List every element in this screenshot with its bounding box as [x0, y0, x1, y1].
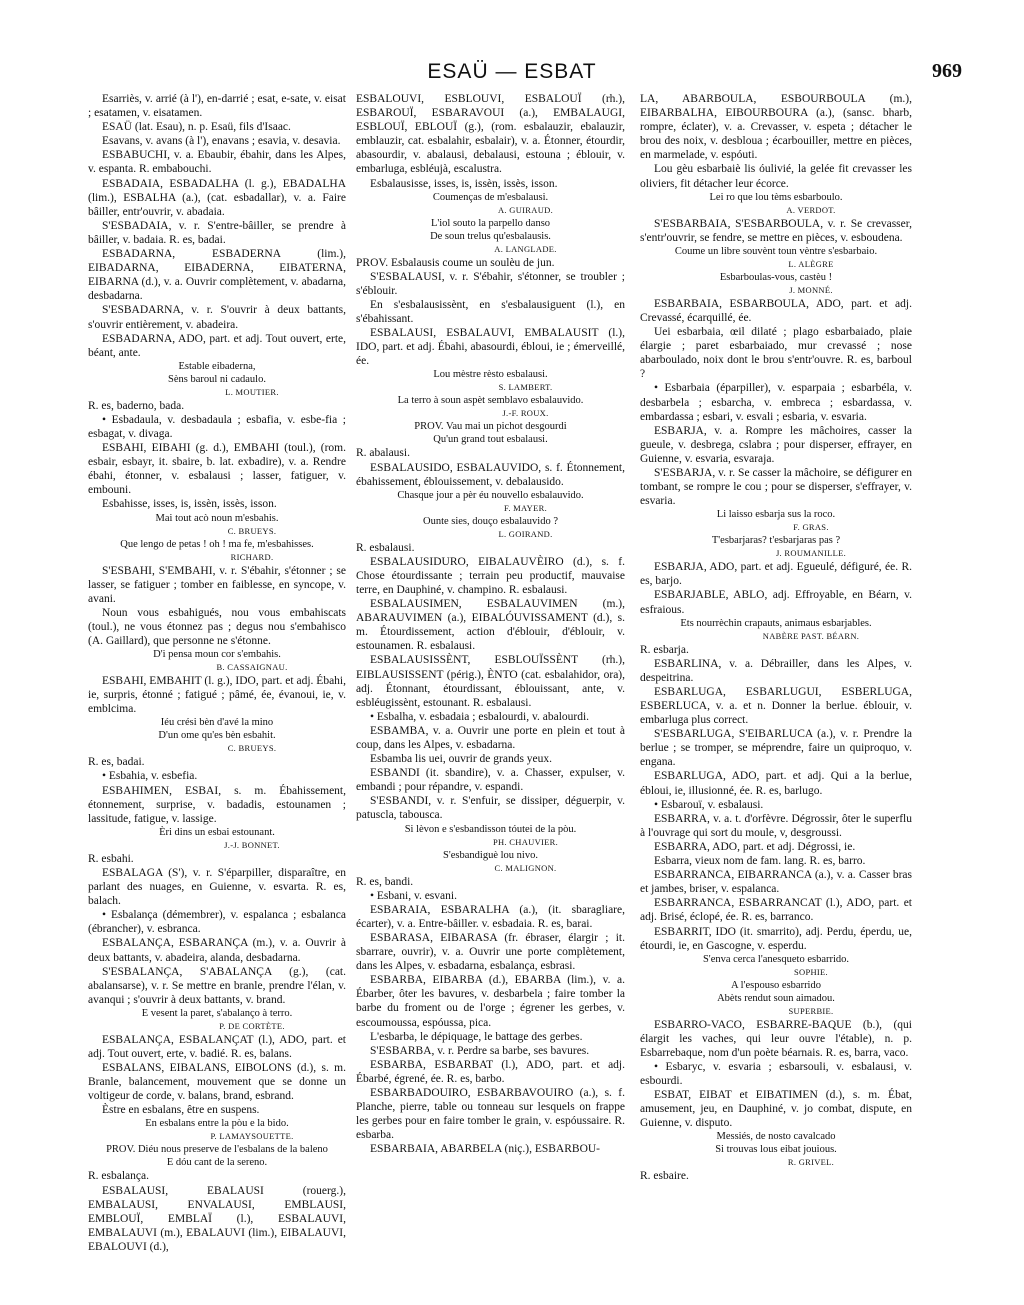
dictionary-entry: S'ESBAHI, S'EMBAHI, v. r. S'ébahir, s'étonner ; se lasser, se fatiguer ; tomber en faiblesse, en syncope, v. avani.	[88, 564, 346, 605]
dictionary-entry: ESBARLINA, v. a. Débrailler, dans les Alpes, v. despeitrina.	[640, 657, 912, 684]
quotation-author: C. BRUEYS.	[227, 743, 277, 754]
dictionary-entry: En s'esbalausissènt, en s'esbalausiguent (l.), en s'ébahissant.	[356, 298, 625, 326]
quotation-author: C. BRUEYS.	[227, 525, 277, 536]
quotation-author: F. MAYER.	[503, 502, 548, 513]
dictionary-entry: ESBALAUSI, EBALAUSI (rouerg.), EMBALAUSI, ENVALAUSI, EMBLAUSI, EMBLOUÏ, EMBLAÏ (l.), ESBALAUVI, EMBALAUVI (m.), EBALAUVI (lim.), EIBALAUVI, EBALOUVI (d.),	[88, 1184, 346, 1253]
dictionary-entry: ESBARAIA, ESBARALHA (a.), (it. sbaragliare, écarter), v. a. Entre-bâiller. v. esbadaia. R. es, barai.	[356, 903, 625, 930]
quotation-author: J. MONNÉ.	[789, 284, 833, 295]
dictionary-entry: S'ESBARBAIA, S'ESBARBOULA, v. r. Se crevasser, s'entr'ouvrir, se fendre, se mettre en pièces, v. esboudena.	[640, 217, 912, 244]
entry-continuation: R. esbahi.	[88, 852, 134, 865]
dictionary-entry: S'ESBALANÇA, S'ABALANÇA (g.), (cat. abalansarse), v. r. Se mettre en branle, prendre l'élan, v. avanqui ; s'ouvrir à deux battants, v. brand.	[88, 965, 346, 1006]
quotation-author: SUPERBIE.	[788, 1005, 834, 1016]
dictionary-entry: • Esbalança (démembrer), v. espalanca ; esbalanca (ébrancher), v. esbranca.	[88, 909, 346, 936]
dictionary-entry: S'ESBARJA, v. r. Se casser la mâchoire, se défigurer en tombant, se rompre le cou ; pour se disperser, s'effrayer, v. esvaria.	[640, 466, 912, 508]
quotation-author: C. MALIGNON.	[494, 862, 557, 873]
entry-continuation: R. es, baderno, bada.	[88, 399, 185, 412]
dictionary-entry: L'esbarba, le dépiquage, le battage des gerbes.	[370, 1030, 583, 1043]
dictionary-entry: • Esbahia, v. esbefia.	[102, 770, 198, 783]
dictionary-entry: S'ESBARBA, v. r. Perdre sa barbe, ses bavures.	[370, 1044, 590, 1057]
quotation-line: PROV. Vau mai un pichot desgourdi	[414, 421, 567, 433]
dictionary-entry: S'ESBADARNA, v. r. S'ouvrir à deux battants, s'ouvrir entièrement, v. abadeira.	[88, 304, 346, 331]
dictionary-entry: ESBAHIMEN, ESBAI, s. m. Ébahissement, étonnement, surprise, v. badadis, estounamen ; lassitude, fatigue, v. lassige.	[88, 784, 346, 825]
quotation-author: RICHARD.	[230, 551, 274, 562]
dictionary-entry: Esarriès, v. arrié (à l'), en-darrié ; esat, e-sate, v. eisat ; esatamen, v. eisatamen.	[88, 93, 346, 120]
quotation-author: J.-F. ROUX.	[502, 408, 549, 419]
dictionary-entry: ESBARRANCA, EIBARRANCA (a.), v. a. Casser bras et jambes, briser, v. espalanca.	[640, 869, 912, 896]
dictionary-entry: Noun vous esbahigués, nou vous embahiscats (toul.), ne vous étonnez pas ; degus nou s'embahisco (A. Gaillard), que personne ne s'étonne.	[88, 606, 346, 647]
quotation-line: Messiés, de nosto cavalcado	[716, 1131, 836, 1143]
quotation-author: R. GRIVEL.	[787, 1157, 835, 1168]
dictionary-entry: ESBARASA, EIBARASA (fr. ébraser, élargir ; it. sbarrare, ouvrir), v. a. Ouvrir une porte complètement, dans les Alpes, v. esbadarna, esbalança, esbrasi.	[356, 931, 625, 973]
quotation-line: Ounte sies, douço esbalauvido ?	[422, 515, 558, 527]
quotation-author: L. ALÈGRE	[788, 258, 834, 269]
dictionary-entry: ESBARRANCA, ESBARRANCAT (l.), ADO, part. et adj. Brisé, éclopé, ée. R. es, barranco.	[640, 897, 912, 924]
dictionary-entry: ESBALANÇA, ESBALANÇAT (l.), ADO, part. et adj. Tout ouvert, erte, v. badié. R. es, balans.	[88, 1033, 346, 1060]
entry-continuation: R. es, badai.	[88, 756, 145, 769]
dictionary-entry: S'ESBARLUGA, S'EIBARLUCA (a.), v. r. Prendre la berlue ; se tromper, se méprendre, faire un quiproquo, v. engana.	[640, 728, 912, 769]
dictionary-entry: ESBADARNA, ADO, part. et adj. Tout ouvert, erte, béant, ante.	[88, 332, 346, 359]
dictionary-entry: ESBALAUSIDO, ESBALAUVIDO, s. f. Étonnement, ébahissement, éblouissement, v. debalausido.	[356, 461, 625, 488]
dictionary-entry: • Esbani, v. esvani.	[370, 889, 457, 902]
entry-continuation: ESBALOUVI, ESBLOUVI, ESBALOUÏ (rh.), ESBAROUÏ, ESBARAVOUI (a.), EMBALAUGI, ESBLOUÏ, EBLOUÏ (g.), (rom. esbalauzir, ebalauzir, emblauzir, cat. esbalahir, esbalair), v. a. Étonner, étourdir, abasourdir, v. abalausi, debalausi, estouna ; éblouir, v. embarluga, esbléujà, escalustra.	[356, 93, 625, 176]
entry-continuation: R. esbarja.	[640, 643, 689, 656]
dictionary-entry: • Esbalha, v. esbadaia ; esbalourdi, v. abalourdi.	[370, 710, 590, 723]
entry-continuation: LA, ABARBOULA, ESBOURBOULA (m.), EIBARBALHA, EIBOURBOURA (a.), (sansc. bharb, rompre, éclater), v. a. Crevasser, v. espeta ; détacher le brou des noix, v. desbloua ; écarbouiller, mettre en pièces, en marmelade, v. espóuti.	[640, 93, 912, 162]
quotation-author: F. GRAS.	[793, 522, 829, 533]
dictionary-entry: ESBARRO-VACO, ESBARRE-BAQUE (b.), (qui élargit les vaches, qui leur ouvre l'étable), n. p. Esbarrebaque, nom d'un poète béarnais. R. es, barra, vaco.	[640, 1018, 912, 1059]
dictionary-entry: ESBARLUGA, ESBARLUGUI, ESBERLUGA, ESBERLUCA, v. a. et n. Donner la berlue. éblouir, v. embarluga plus correct.	[640, 685, 912, 727]
dictionary-entry: • Esbarbaia (éparpiller), v. esparpaia ; esbarbéla, v. desbarbela ; esbarcha, v. embreca ; esbardassa, v. embardassa ; esbari, v. esvali ; esbaria, v. esvaria.	[640, 382, 912, 423]
dictionary-entry: ESBAHI, EIBAHI (g. d.), EMBAHI (toul.), (rom. esbair, esbayr, it. sbaire, b. lat. exbadire), v. a. Rendre ébahi, étonner, v. esbalausi ; lasser, fatiguer, v. embouni.	[88, 442, 346, 497]
dictionary-entry: Esbarra, vieux nom de fam. lang. R. es, barro.	[654, 855, 866, 868]
dictionary-entry: ESBANDI (it. sbandire), v. a. Chasser, expulser, v. embandi ; pour répandre, v. espandi.	[356, 767, 625, 794]
quotation-line: En esbalans entre la pòu e la bido.	[145, 1118, 289, 1130]
dictionary-entry: ESAÜ (lat. Esau), n. p. Esaü, fils d'Isaac.	[102, 121, 291, 134]
entry-continuation: R. esbaire.	[640, 1170, 689, 1183]
column-3	[640, 92, 912, 1184]
quotation-line: De soun trelus qu'esbalausis.	[430, 230, 551, 242]
quotation-author: S. LAMBERT.	[498, 382, 553, 393]
quotation-line: E dóu cant de la sereno.	[166, 1157, 268, 1169]
running-title: ESAÜ — ESBAT	[427, 60, 597, 83]
quotation-line: D'i pensa moun cor s'embahis.	[153, 649, 281, 661]
quotation-author: NABÈRE PAST. BÉARN.	[762, 630, 860, 641]
dictionary-entry: ESBARJABLE, ABLO, adj. Effroyable, en Béarn, v. esfraious.	[640, 589, 912, 616]
quotation-line: E vesent la paret, s'abalanço à terro.	[141, 1007, 293, 1019]
dictionary-entry: S'ESBALAUSI, v. r. S'ébahir, s'étonner, se troubler ; s'éblouir.	[356, 270, 625, 297]
dictionary-entry: ESBADAIA, ESBADALHA (l. g.), EBADALHA (lim.), ESBALHA (a.), (cat. esbadallar), v. a. Faire bâiller, entr'ouvrir, v. abadaia.	[88, 177, 346, 218]
quotation-author: J. ROUMANILLE.	[775, 548, 847, 559]
dictionary-entry: ESBAMBA, v. a. Ouvrir une porte en plein et tout à coup, dans les Alpes, v. esbadarna.	[356, 724, 625, 751]
dictionary-entry: ESBARJA, v. a. Rompre les mâchoires, casser la gueule, v. desbrega, cslabra ; pour disperser, effrayer, en Guienne, v. esvaria, esvaraja.	[640, 424, 912, 465]
dictionary-entry: ESBARBAIA, ABARBELA (niç.), ESBARBOU-	[370, 1143, 601, 1156]
entry-continuation: R. esbalausi.	[356, 541, 415, 554]
quotation-author: L. MOUTIER.	[225, 386, 279, 397]
dictionary-entry: ESBABUCHI, v. a. Ebaubir, ébahir, dans les Alpes, v. espanta. R. embabouchi.	[88, 149, 346, 176]
dictionary-entry: ESBAHI, EMBAHIT (l. g.), IDO, part. et adj. Ébahi, ie, surpris, étonné ; fatigué ; pâmé, ée, évanoui, ie, v. emblcima.	[88, 675, 346, 716]
quotation-line: Lei ro que lou tèms esbarboulo.	[709, 191, 843, 203]
quotation-author: PH. CHAUVIER.	[492, 836, 559, 847]
dictionary-entry: Esbalausisse, isses, is, issèn, issès, isson.	[370, 177, 558, 190]
quotation-line: S'esbandiguè lou nivo.	[443, 849, 538, 861]
dictionary-entry: • Esbarouï, v. esbalausi.	[654, 798, 764, 811]
dictionary-entry: ESBARBA, ESBARBAT (l.), ADO, part. et adj. Ébarbé, égrené, ée. R. es, barbo.	[356, 1058, 625, 1085]
quotation-line: S'enva cerca l'anesqueto esbarrido.	[702, 953, 850, 965]
dictionary-entry: Lou gèu esbarbaiè lis óulivié, la gelée fit crevasser les oliviers, fit détacher leur écorce.	[640, 163, 912, 190]
quotation-line: Coume un libre souvènt toun vèntre s'esbarbaio.	[674, 245, 878, 257]
dictionary-entry: ESBARBA, EIBARBA (d.), EBARBA (lim.), v. a. Ébarber, ôter les bavures, v. desbarbela ; faire tomber la barbe du froment ou de l'orge ; égrener les gerbes, v. escoumoussa, espóussa, pica.	[356, 974, 625, 1029]
quotation-line: Ets nourrèchin crapauts, animaus esbarjables.	[680, 617, 872, 629]
quotation-author: L. GOIRAND.	[498, 528, 553, 539]
quotation-author: A. LANGLADE.	[494, 243, 557, 254]
quotation-line: PROV. Diéu nous preserve de l'esbalans de la baleno	[106, 1144, 328, 1156]
dictionary-entry: ESBARBAIA, ESBARBOULA, ADO, part. et adj. Crevassé, écarquillé, ée.	[640, 297, 912, 324]
quotation-line: D'un ome qu'es bèn esbahit.	[158, 730, 276, 742]
quotation-author: SOPHIE.	[794, 966, 828, 977]
dictionary-entry: ESBARJA, ADO, part. et adj. Egueulé, défiguré, ée. R. es, barjo.	[640, 561, 912, 588]
entry-continuation: R. esbalança.	[88, 1170, 149, 1183]
quotation-line: Lou mèstre rèsto esbalausi.	[433, 369, 548, 381]
quotation-line: Si lèvon e s'esbandisson tóutei de la pòu.	[404, 823, 577, 835]
quotation-line: A l'espouso esbarrido	[731, 979, 821, 991]
quotation-line: La terro à soun aspèt semblavo esbalauvido.	[397, 395, 584, 407]
dictionary-entry: S'ESBADAIA, v. r. S'entre-bâiller, se prendre à bâiller, v. badaia. R. es, badai.	[88, 219, 346, 246]
dictionary-entry: • Esbadaula, v. desbadaula ; esbafia, v. esbe-fia ; esbagat, v. divaga.	[88, 413, 346, 440]
quotation-author: P. DE CORTÈTE.	[219, 1020, 285, 1031]
entry-continuation: R. es, bandi.	[356, 875, 414, 888]
dictionary-entry: ESBARRA, ADO, part. et adj. Dégrossi, ie.	[654, 840, 856, 853]
quotation-author: A. GUIRAUD.	[497, 204, 553, 215]
quotation-line: Abèts rendut soun aimadou.	[717, 992, 835, 1004]
dictionary-entry: ESBALAUSI, ESBALAUVI, EMBALAUSIT (l.), IDO, part. et adj. Ébahi, abasourdi, ébloui, ie ; émerveillé, ée.	[356, 327, 625, 368]
column-1	[88, 92, 346, 1254]
page-number: 969	[932, 60, 962, 82]
quotation-line: Chasque jour a pèr éu nouvello esbalauvido.	[397, 489, 584, 501]
quotation-line: Esbarboulas-vous, castèu !	[719, 271, 833, 283]
quotation-line: Si trouvas lous eibat jouious.	[715, 1144, 837, 1156]
dictionary-entry: ESBALANS, EIBALANS, EIBOLONS (d.), s. m. Branle, balancement, mouvement que se donne un voltigeur de corde, v. balans, brand, esbrand.	[88, 1062, 346, 1103]
column-2	[356, 92, 625, 1156]
page-header	[0, 60, 1024, 90]
quotation-line: Iéu crési bèn d'avé la mino	[160, 717, 274, 729]
quotation-author: J.-J. BONNET.	[224, 839, 280, 850]
quotation-line: Èri dins un esbai estounant.	[159, 826, 275, 838]
dictionary-entry: • Esbaryc, v. esvaria ; esbarsouli, v. esbalausi, v. esbourdi.	[640, 1060, 912, 1088]
quotation-line: Li laisso esbarja sus la roco.	[716, 509, 836, 521]
dictionary-entry: ESBARLUGA, ADO, part. et adj. Qui a la berlue, ébloui, ie, illusionné, ée. R. es, barlugo.	[640, 770, 912, 797]
dictionary-entry: ESBARBADOUIRO, ESBARBAVOUIRO (a.), s. f. Planche, pierre, table ou tonneau sur lesquels on frappe les gerbes pour en faire tomber le grain, v. espóussaire. R. esbarba.	[356, 1086, 625, 1142]
quotation-line: Sèns baroul ni cadaulo.	[168, 373, 266, 385]
quotation-line: Estable eibaderna,	[178, 360, 256, 372]
entry-continuation: R. abalausi.	[356, 447, 410, 460]
dictionary-entry: ESBARRA, v. a. t. d'orfèvre. Dégrossir, ôter le superflu à l'ouvrage qui sort du moule, v, desgroussi.	[640, 812, 912, 839]
quotation-line: T'esbarjaras? t'esbarjaras pas ?	[711, 535, 841, 547]
dictionary-entry: ESBADARNA, ESBADERNA (lim.), EIBADARNA, EIBADERNA, EIBATERNA, EIBARNA (d.), v. a. Ouvrir complètement, v. abadarna, desbadarna.	[88, 248, 346, 303]
dictionary-entry: ESBALAUSIMEN, ESBALAUVIMEN (m.), ABARAUVIMEN (a.), EIBALÓUVISSAMENT (d.), s. m. Étourdissement, action d'éblouir, d'éblouir, v. estounamen. R. esbalausi.	[356, 598, 625, 653]
quotation-author: A. VERDOT.	[786, 204, 836, 215]
dictionary-entry: S'ESBANDI, v. r. S'enfuir, se dissiper, déguerpir, v. patuscla, tabousca.	[356, 795, 625, 822]
dictionary-entry: Esavans, v. avans (à l'), enavans ; esavia, v. desavia.	[102, 135, 341, 148]
dictionary-entry: ESBALANÇA, ESBARANÇA (m.), v. a. Ouvrir à deux battants, v. abadeira, alanda, desbadarna.	[88, 937, 346, 964]
dictionary-entry: ESBALAGA (S'), v. r. S'éparpiller, disparaître, en parlant des nuages, en Guienne, v. esvarta. R. es, balach.	[88, 866, 346, 908]
quotation-line: L'iol souto la parpello danso	[430, 217, 551, 229]
dictionary-entry: Esbamba lis uei, ouvrir de grands yeux.	[370, 753, 553, 766]
dictionary-entry: ESBALAUSIDURO, EIBALAUVÈIRO (d.), s. f. Chose étourdissante ; terrain peu productif, mauvaise terre, en Dauphiné, v. champino. R. esbalausi.	[356, 555, 625, 596]
quotation-line: Mai tout acò noun m'esbahis.	[155, 512, 279, 524]
dictionary-entry: ESBAT, EIBAT et EIBATIMEN (d.), s. m. Ébat, amusement, jeu, en Dauphiné, v. jo combat, dispute, en Guienne, v. disputo.	[640, 1089, 912, 1130]
quotation-line: Coumenças de m'esbalausi.	[432, 191, 549, 203]
dictionary-entry: ESBALAUSISSÈNT, ESBLOUÏSSÈNT (rh.), EIBLAUSISSENT (périg.), ÈNTO (cat. esbalahidor, ora), adj. Étonnant, étourdissant, éblouissant, ante, v. esbléugissènt, estounant. R. esbalausi.	[356, 654, 625, 709]
entry-continuation: PROV. Esbalausis coume un soulèu de jun.	[356, 256, 555, 269]
quotation-line: Qu'un grand tout esbalausi.	[433, 434, 548, 446]
quotation-author: P. LAMAYSOUETTE.	[210, 1131, 294, 1142]
quotation-author: B. CASSAIGNAU.	[216, 662, 288, 673]
dictionary-entry: Èstre en esbalans, être en suspens.	[102, 1104, 260, 1117]
dictionary-entry: Esbahisse, isses, is, issèn, issès, isson.	[102, 498, 277, 511]
dictionary-entry: Uei esbarbaia, œil dilaté ; plago esbarbaiado, plaie élargie ; paret esbarbaiado, mur crevassé ; nose abarboulado, noix dont le brou s'entr'ouvre. R. es, barboul ?	[640, 326, 912, 381]
dictionary-entry: ESBARRIT, IDO (it. smarrito), adj. Perdu, éperdu, ue, étourdi, ie, en Gascogne, v. esperdu.	[640, 925, 912, 952]
quotation-line: Que lengo de petas ! oh ! ma fe, m'esbahisses.	[120, 538, 314, 550]
